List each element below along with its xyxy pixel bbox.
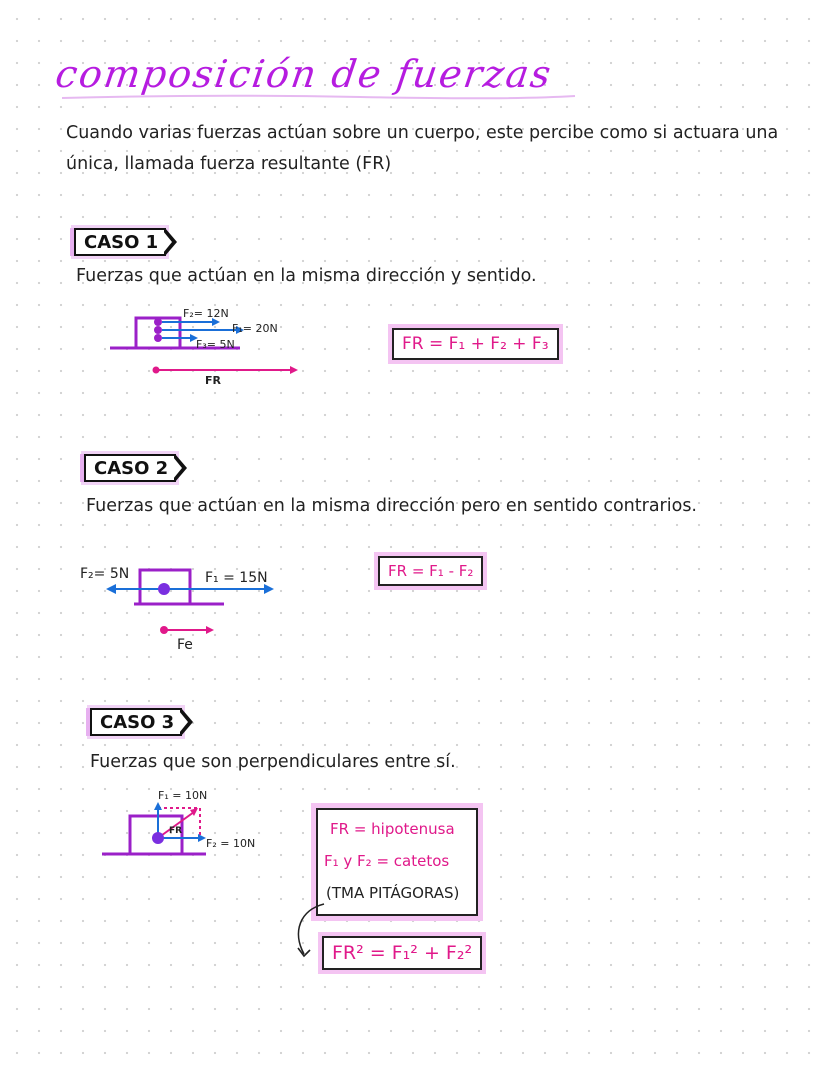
caso-1-description: Fuerzas que actúan en la misma dirección y sentido. (76, 266, 537, 286)
caso-1-label: CASO 1 (74, 228, 166, 256)
caso-3-diagram (98, 796, 218, 862)
badge-arrow-icon (181, 708, 193, 736)
caso-3-f2-label: F₂ = 10N (206, 837, 256, 850)
title-underline (60, 92, 580, 102)
caso-3-formula: FR² = F₁² + F₂² (322, 936, 482, 970)
badge-arrow-icon (165, 228, 177, 256)
intro-paragraph: Cuando varias fuerzas actúan sobre un cuerpo, este percibe como si actuara una única, llamada fuerza resultante (FR) (66, 123, 779, 174)
note-hipotenusa: FR = hipotenusa (330, 820, 455, 838)
caso-1-f3-label: F₃= 5N (196, 338, 235, 351)
caso-3-description: Fuerzas que son perpendiculares entre sí. (90, 752, 456, 772)
caso-2-formula: FR = F₁ - F₂ (378, 556, 483, 586)
caso-1-badge (74, 228, 177, 256)
caso-3-note-box (316, 808, 478, 916)
caso-3-badge (90, 708, 193, 736)
caso-3-label: CASO 3 (90, 708, 182, 736)
caso-3-f1-label: F₁ = 10N (158, 789, 208, 802)
note-catetos: F₁ y F₂ = catetos (324, 852, 450, 870)
caso-2-fe-label: Fe (177, 637, 193, 653)
caso-2-badge (84, 454, 187, 482)
caso-1-f1-label: F₁= 20N (232, 322, 278, 335)
caso-1-f2-label: F₂= 12N (183, 307, 229, 320)
page-title: composición de fuerzas (52, 52, 556, 96)
caso-2-description: Fuerzas que actúan en la misma dirección pero en sentido contrarios. (86, 496, 697, 516)
badge-arrow-icon (175, 454, 187, 482)
caso-3-fr-label: FR (169, 826, 183, 836)
caso-2-label: CASO 2 (84, 454, 176, 482)
caso-1-formula: FR = F₁ + F₂ + F₃ (392, 328, 559, 360)
caso-2-f2-label: F₂= 5N (80, 566, 130, 582)
caso-2-f1-label: F₁ = 15N (205, 570, 268, 586)
caso-1-fr-label: FR (205, 374, 221, 387)
note-pitagoras: (TMA PITÁGORAS) (326, 884, 460, 902)
